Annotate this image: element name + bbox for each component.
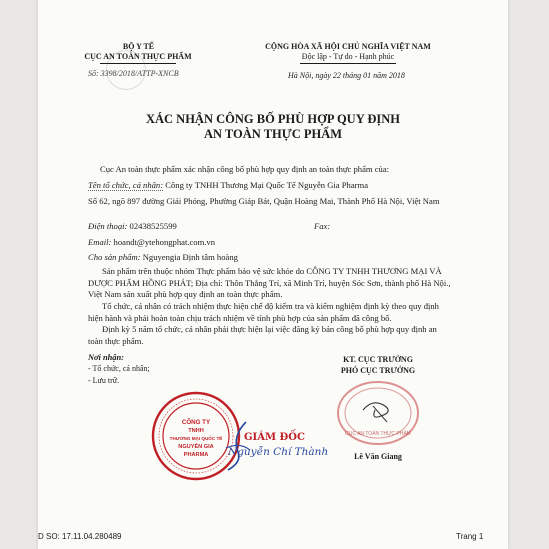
signer-title: PHÓ CỤC TRƯỞNG	[340, 366, 416, 375]
official-red-seal	[333, 378, 423, 448]
agency-name: CỤC AN TOÀN THỰC PHẨM	[84, 52, 192, 61]
director-signature: Nguyễn Chí Thành	[228, 446, 329, 458]
document-title-line2: AN TOÀN THỰC PHẨM	[203, 127, 343, 141]
product-value: Nguyengia Định tâm hoàng	[142, 252, 238, 262]
recipient-item: - Tổ chức, cá nhân;	[88, 364, 150, 373]
place-and-date: Hà Nội, ngày 22 tháng 01 năm 2018	[288, 71, 405, 80]
intro-text: Cục An toàn thực phẩm xác nhận công bố phù hợp quy định an toàn thực phẩm của:	[100, 164, 390, 174]
org-row	[88, 180, 368, 190]
motto-underline	[300, 63, 396, 64]
footer-page-number: Trang 1	[456, 532, 484, 541]
stamp-line: PHARMA	[183, 452, 209, 458]
paragraph-responsibility: Tổ chức, cá nhân có trách nhiệm thực hiện chế độ kiểm tra và kiểm nghiệm định kỳ theo quy định hiện hành và phải hoàn toàn chịu trách nhiệm về tính phù hợp của sản phẩm đã công bố.	[88, 301, 439, 323]
phone-label: Điện thoại:	[88, 221, 128, 231]
signer-pre-title: KT. CỤC TRƯỞNG	[343, 355, 413, 364]
paragraph-renewal: Định kỳ 5 năm tổ chức, cá nhân phải thực hiện lại việc đăng ký bản công bố phù hợp quy định an toàn thực phẩm.	[88, 324, 437, 346]
org-value: Công ty TNHH Thương Mại Quốc Tế Nguyễn Gia Pharma	[165, 180, 369, 190]
national-motto: Độc lập - Tự do - Hạnh phúc	[301, 52, 395, 61]
document-page	[38, 0, 508, 549]
stamp-line: CÔNG TY	[181, 419, 211, 426]
director-title: GIÁM ĐỐC	[244, 432, 305, 443]
fax-label: Fax:	[314, 221, 331, 231]
seal-text: CỤC AN TOÀN THỰC PHẨM	[345, 431, 411, 437]
republic-name: CỘNG HÒA XÃ HỘI CHỦ NGHĨA VIỆT NAM	[265, 42, 431, 51]
address-text: Số 62, ngõ 897 đường Giải Phóng, Phường Giáp Bát, Quận Hoàng Mai, Thành Phố Hà Nội, Việt Nam	[88, 196, 440, 206]
document-number: Số: 3398/2018/ATTP-XNCB	[88, 69, 179, 78]
recipients-label: Nơi nhận:	[88, 353, 124, 362]
email-row	[88, 237, 215, 247]
recipient-item: - Lưu trữ.	[88, 376, 120, 385]
org-label: Tên tổ chức, cá nhân:	[88, 180, 164, 190]
email-label: Email:	[88, 237, 112, 247]
stamp-line: TNHH	[188, 428, 204, 434]
phone-row	[88, 221, 177, 231]
signer-name: Lê Văn Giang	[354, 452, 402, 461]
email-value: hoandt@ytehongphat.com.vn	[113, 237, 216, 247]
footer-document-id: D SO: 17.11.04.280489	[38, 532, 122, 541]
faded-seal-mark	[106, 50, 146, 90]
product-label: Cho sản phẩm:	[88, 252, 141, 262]
document-title-line1: XÁC NHẬN CÔNG BỐ PHÙ HỢP QUY ĐỊNH	[145, 112, 401, 126]
phone-value: 02438525599	[129, 221, 177, 231]
ministry-name: BỘ Y TẾ	[122, 42, 155, 51]
stamp-line: THƯƠNG MẠI QUỐC TẾ	[169, 436, 223, 441]
product-row	[88, 252, 238, 262]
stamp-line: NGUYỄN GIA	[178, 444, 214, 450]
paragraph-manufacturer: Sản phẩm trên thuộc nhóm Thực phẩm bảo vệ sức khỏe do CÔNG TY TNHH THƯƠNG MẠI VÀ DƯỢC PHẨM HỒNG PHÁT; Địa chỉ: Thôn Thắng Trí, xã Minh Trí, huyện Sóc Sơn, thành phố Hà Nội., Việt Nam sản xuất phù hợp quy định an toàn thực phẩm.	[88, 266, 451, 300]
